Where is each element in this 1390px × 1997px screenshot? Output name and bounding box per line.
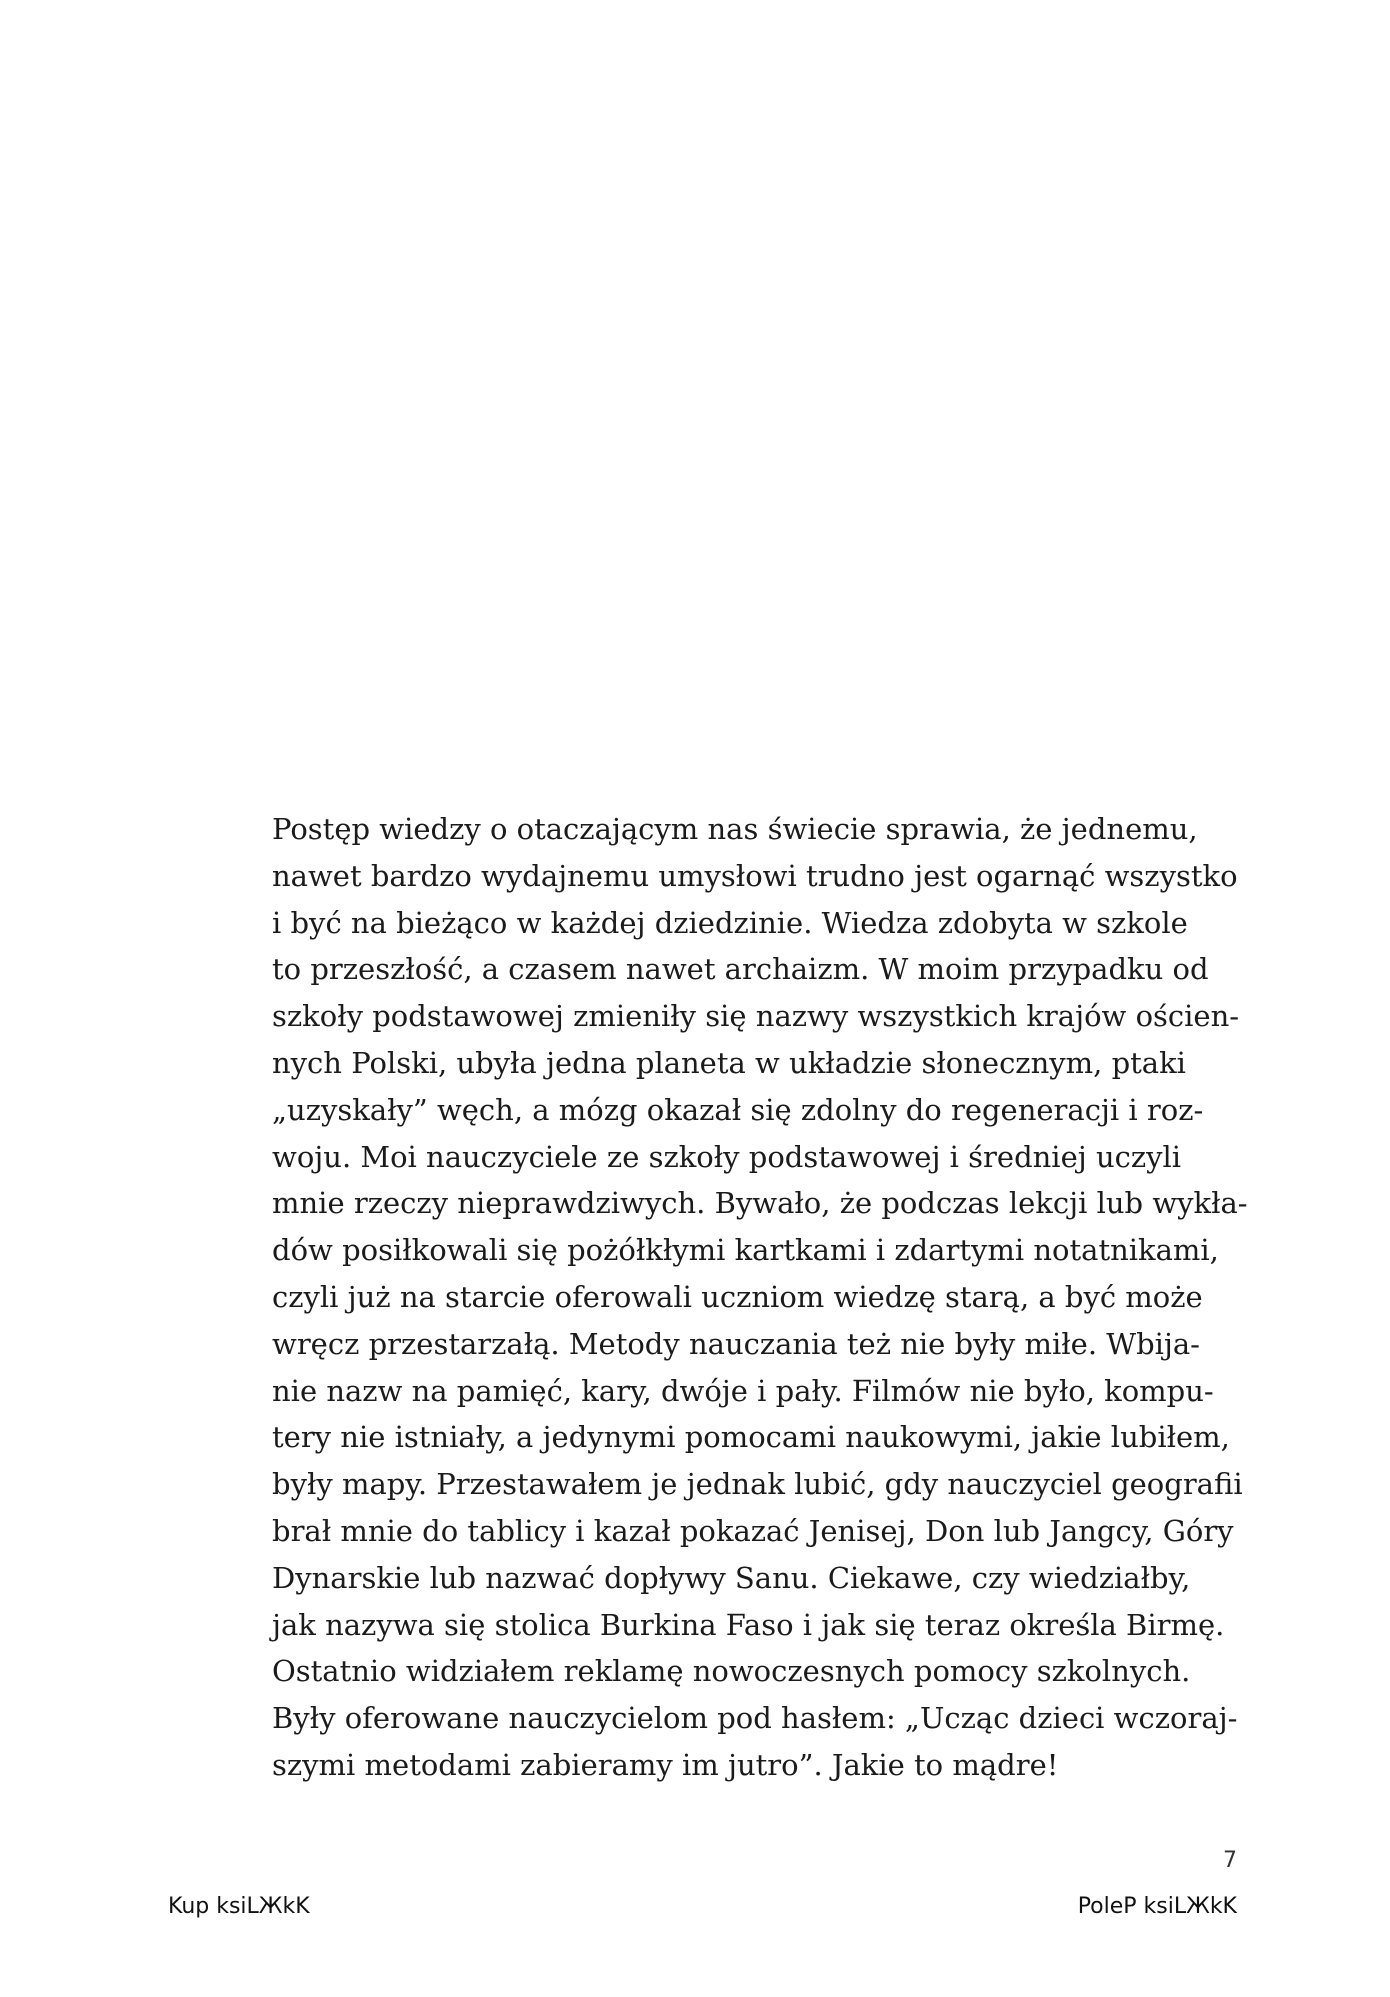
text-line: Dynarskie lub nazwać dopływy Sanu. Ciekawe, czy wiedziałby, [272,1560,1191,1595]
text-line: były mapy. Przestawałem je jednak lubić, gdy nauczyciel geografii [272,1467,1243,1502]
text-line: nie nazw na pamięć, kary, dwóje i pały. Filmów nie było, kompu- [272,1373,1214,1408]
recommend-book-link[interactable]: PoleP ksiLЖkK [1077,1894,1237,1919]
text-line: Ostatnio widziałem reklamę nowoczesnych pomocy szkolnych. [272,1654,1191,1689]
buy-book-link[interactable]: Kup ksiLЖkK [168,1894,310,1919]
text-line: Postęp wiedzy o otaczającym nas świecie sprawia, że jednemu, [272,812,1198,846]
text-line: „uzyskały” węch, a mózg okazał się zdolny do regeneracji i roz- [272,1092,1204,1127]
text-line: to przeszłość, a czasem nawet archaizm. W moim przypadku od [272,952,1209,987]
text-line: szymi metodami zabieramy im jutro”. Jakie to mądre! [272,1747,1059,1782]
page-number: 7 [1223,1848,1237,1873]
text-line: mnie rzeczy nieprawdziwych. Bywało, że podczas lekcji lub wykła- [272,1186,1248,1221]
text-line: tery nie istniały, a jedynymi pomocami naukowymi, jakie lubiłem, [272,1420,1230,1455]
text-line: Były oferowane nauczycielom pod hasłem: „Ucząc dzieci wczoraj- [272,1701,1238,1736]
text-line: brał mnie do tablicy i kazał pokazać Jenisej, Don lub Jangcy, Góry [272,1513,1234,1548]
body-paragraph [272,806,1248,1789]
text-line: jak nazywa się stolica Burkina Faso i jak się teraz określa Birmę. [272,1607,1225,1642]
text-line: woju. Moi nauczyciele ze szkoły podstawowej i średniej uczyli [272,1139,1182,1174]
text-line: i być na bieżąco w każdej dziedzinie. Wiedza zdobyta w szkole [272,905,1188,940]
text-line: czyli już na starcie oferowali uczniom wiedzę starą, a być może [272,1279,1203,1314]
text-line: nych Polski, ubyła jedna planeta w układzie słonecznym, ptaki [272,1045,1186,1080]
text-line: szkoły podstawowej zmieniły się nazwy wszystkich krajów ościen- [272,999,1240,1034]
text-line: nawet bardzo wydajnemu umysłowi trudno jest ogarnąć wszystko [272,858,1238,893]
text-line: dów posiłkowali się pożółkłymi kartkami i zdartymi notatnikami, [272,1233,1219,1268]
text-line: wręcz przestarzałą. Metody nauczania też nie były miłe. Wbija- [272,1326,1200,1361]
